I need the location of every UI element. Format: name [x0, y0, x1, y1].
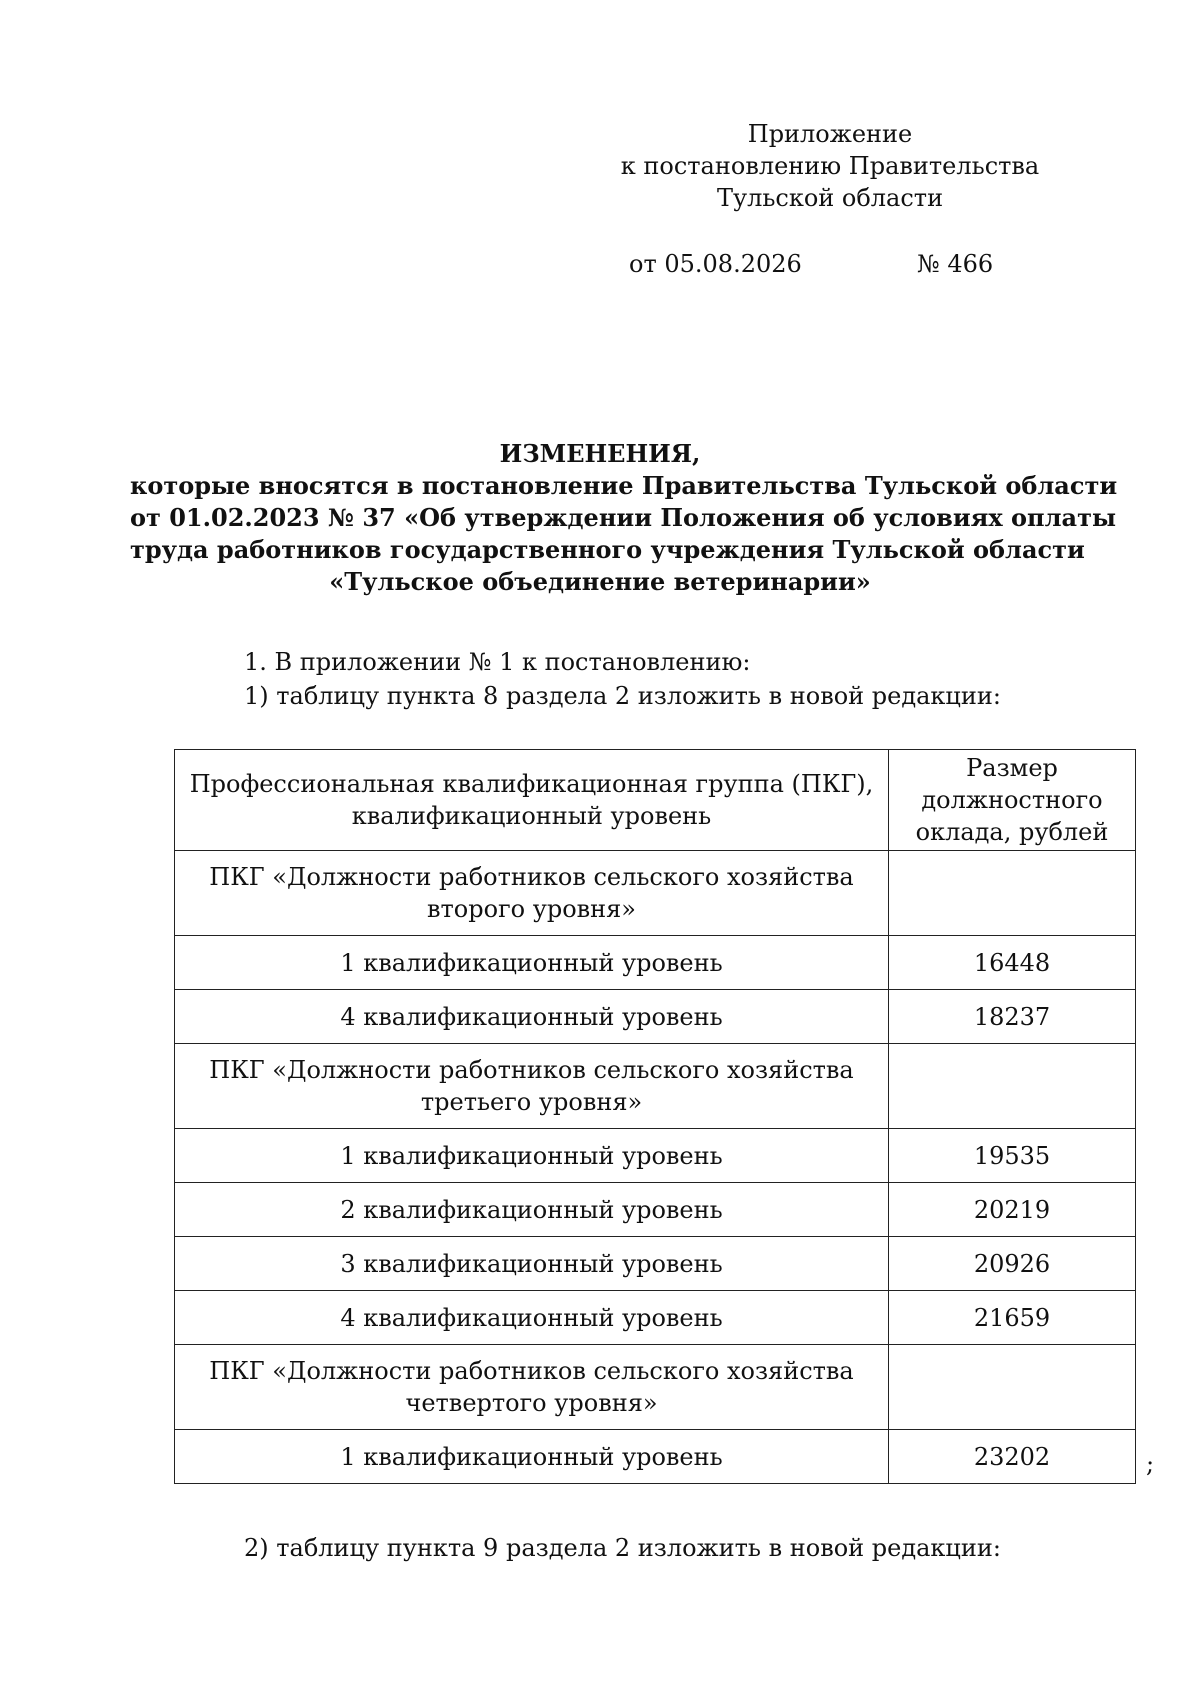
level-label: 4 квалификационный уровень: [175, 1291, 889, 1345]
level-salary: 16448: [889, 936, 1136, 990]
level-salary: 21659: [889, 1291, 1136, 1345]
heading-title: ИЗМЕНЕНИЯ,: [499, 439, 701, 468]
level-label: 3 квалификационный уровень: [175, 1237, 889, 1291]
decree-number: № 466: [917, 250, 994, 278]
table-row: [175, 1430, 1136, 1484]
paragraph-1: 1. В приложении № 1 к постановлению:: [244, 648, 751, 676]
header-pkg-line: квалификационный уровень: [351, 802, 712, 830]
appendix-line: к постановлению Правительства: [620, 152, 1040, 180]
group-salary-empty: [889, 1345, 1136, 1430]
group-salary-empty: [889, 851, 1136, 936]
level-salary: 20219: [889, 1183, 1136, 1237]
appendix-line: Приложение: [747, 120, 913, 148]
group-title-line: ПКГ «Должности работников сельского хозяйства: [209, 1056, 854, 1084]
group-title-line: третьего уровня»: [420, 1088, 643, 1116]
paragraph-2: 1) таблицу пункта 8 раздела 2 изложить в новой редакции:: [244, 682, 1001, 710]
salary-table: [174, 749, 1136, 1484]
table-row: [175, 936, 1136, 990]
level-label: 2 квалификационный уровень: [175, 1183, 889, 1237]
group-title-line: второго уровня»: [427, 895, 636, 923]
table-group-row: [175, 1345, 1136, 1430]
level-salary: 20926: [889, 1237, 1136, 1291]
heading-line: которые вносятся в постановление Правительства Тульской области: [130, 471, 1118, 500]
appendix-line: Тульской области: [716, 184, 944, 212]
table-group-row: [175, 1044, 1136, 1129]
level-salary: 23202: [889, 1430, 1136, 1484]
group-salary-empty: [889, 1044, 1136, 1129]
group-title-line: ПКГ «Должности работников сельского хозяйства: [209, 863, 854, 891]
table-row: [175, 1237, 1136, 1291]
level-salary: 18237: [889, 990, 1136, 1044]
group-title-line: четвертого уровня»: [405, 1389, 658, 1417]
table-group-row: [175, 851, 1136, 936]
level-label: 1 квалификационный уровень: [175, 1430, 889, 1484]
document-heading: [130, 438, 1118, 598]
header-salary: [889, 750, 1136, 851]
group-title: [175, 1345, 889, 1430]
decree-date: от 05.08.2026: [629, 250, 802, 278]
level-label: 1 квалификационный уровень: [175, 1129, 889, 1183]
appendix-block: [560, 118, 1100, 214]
heading-line: от 01.02.2023 № 37 «Об утверждении Положения об условиях оплаты: [130, 503, 1117, 532]
table-header-row: [175, 750, 1136, 851]
header-salary-line: Размер: [966, 754, 1058, 782]
table-row: [175, 1129, 1136, 1183]
header-salary-line: оклада, рублей: [915, 818, 1109, 846]
table-trailing-semicolon: ;: [1146, 1450, 1155, 1478]
paragraph-3: 2) таблицу пункта 9 раздела 2 изложить в новой редакции:: [244, 1534, 1001, 1562]
group-title: [175, 851, 889, 936]
level-label: 4 квалификационный уровень: [175, 990, 889, 1044]
heading-line: труда работников государственного учреждения Тульской области: [130, 535, 1085, 564]
header-pkg: [175, 750, 889, 851]
table-row: [175, 990, 1136, 1044]
header-salary-line: должностного: [921, 786, 1103, 814]
header-pkg-line: Профессиональная квалификационная группа (ПКГ),: [189, 770, 874, 798]
level-salary: 19535: [889, 1129, 1136, 1183]
table-row: [175, 1183, 1136, 1237]
level-label: 1 квалификационный уровень: [175, 936, 889, 990]
table-row: [175, 1291, 1136, 1345]
group-title: [175, 1044, 889, 1129]
heading-line: «Тульское объединение ветеринарии»: [329, 567, 871, 596]
group-title-line: ПКГ «Должности работников сельского хозяйства: [209, 1357, 854, 1385]
